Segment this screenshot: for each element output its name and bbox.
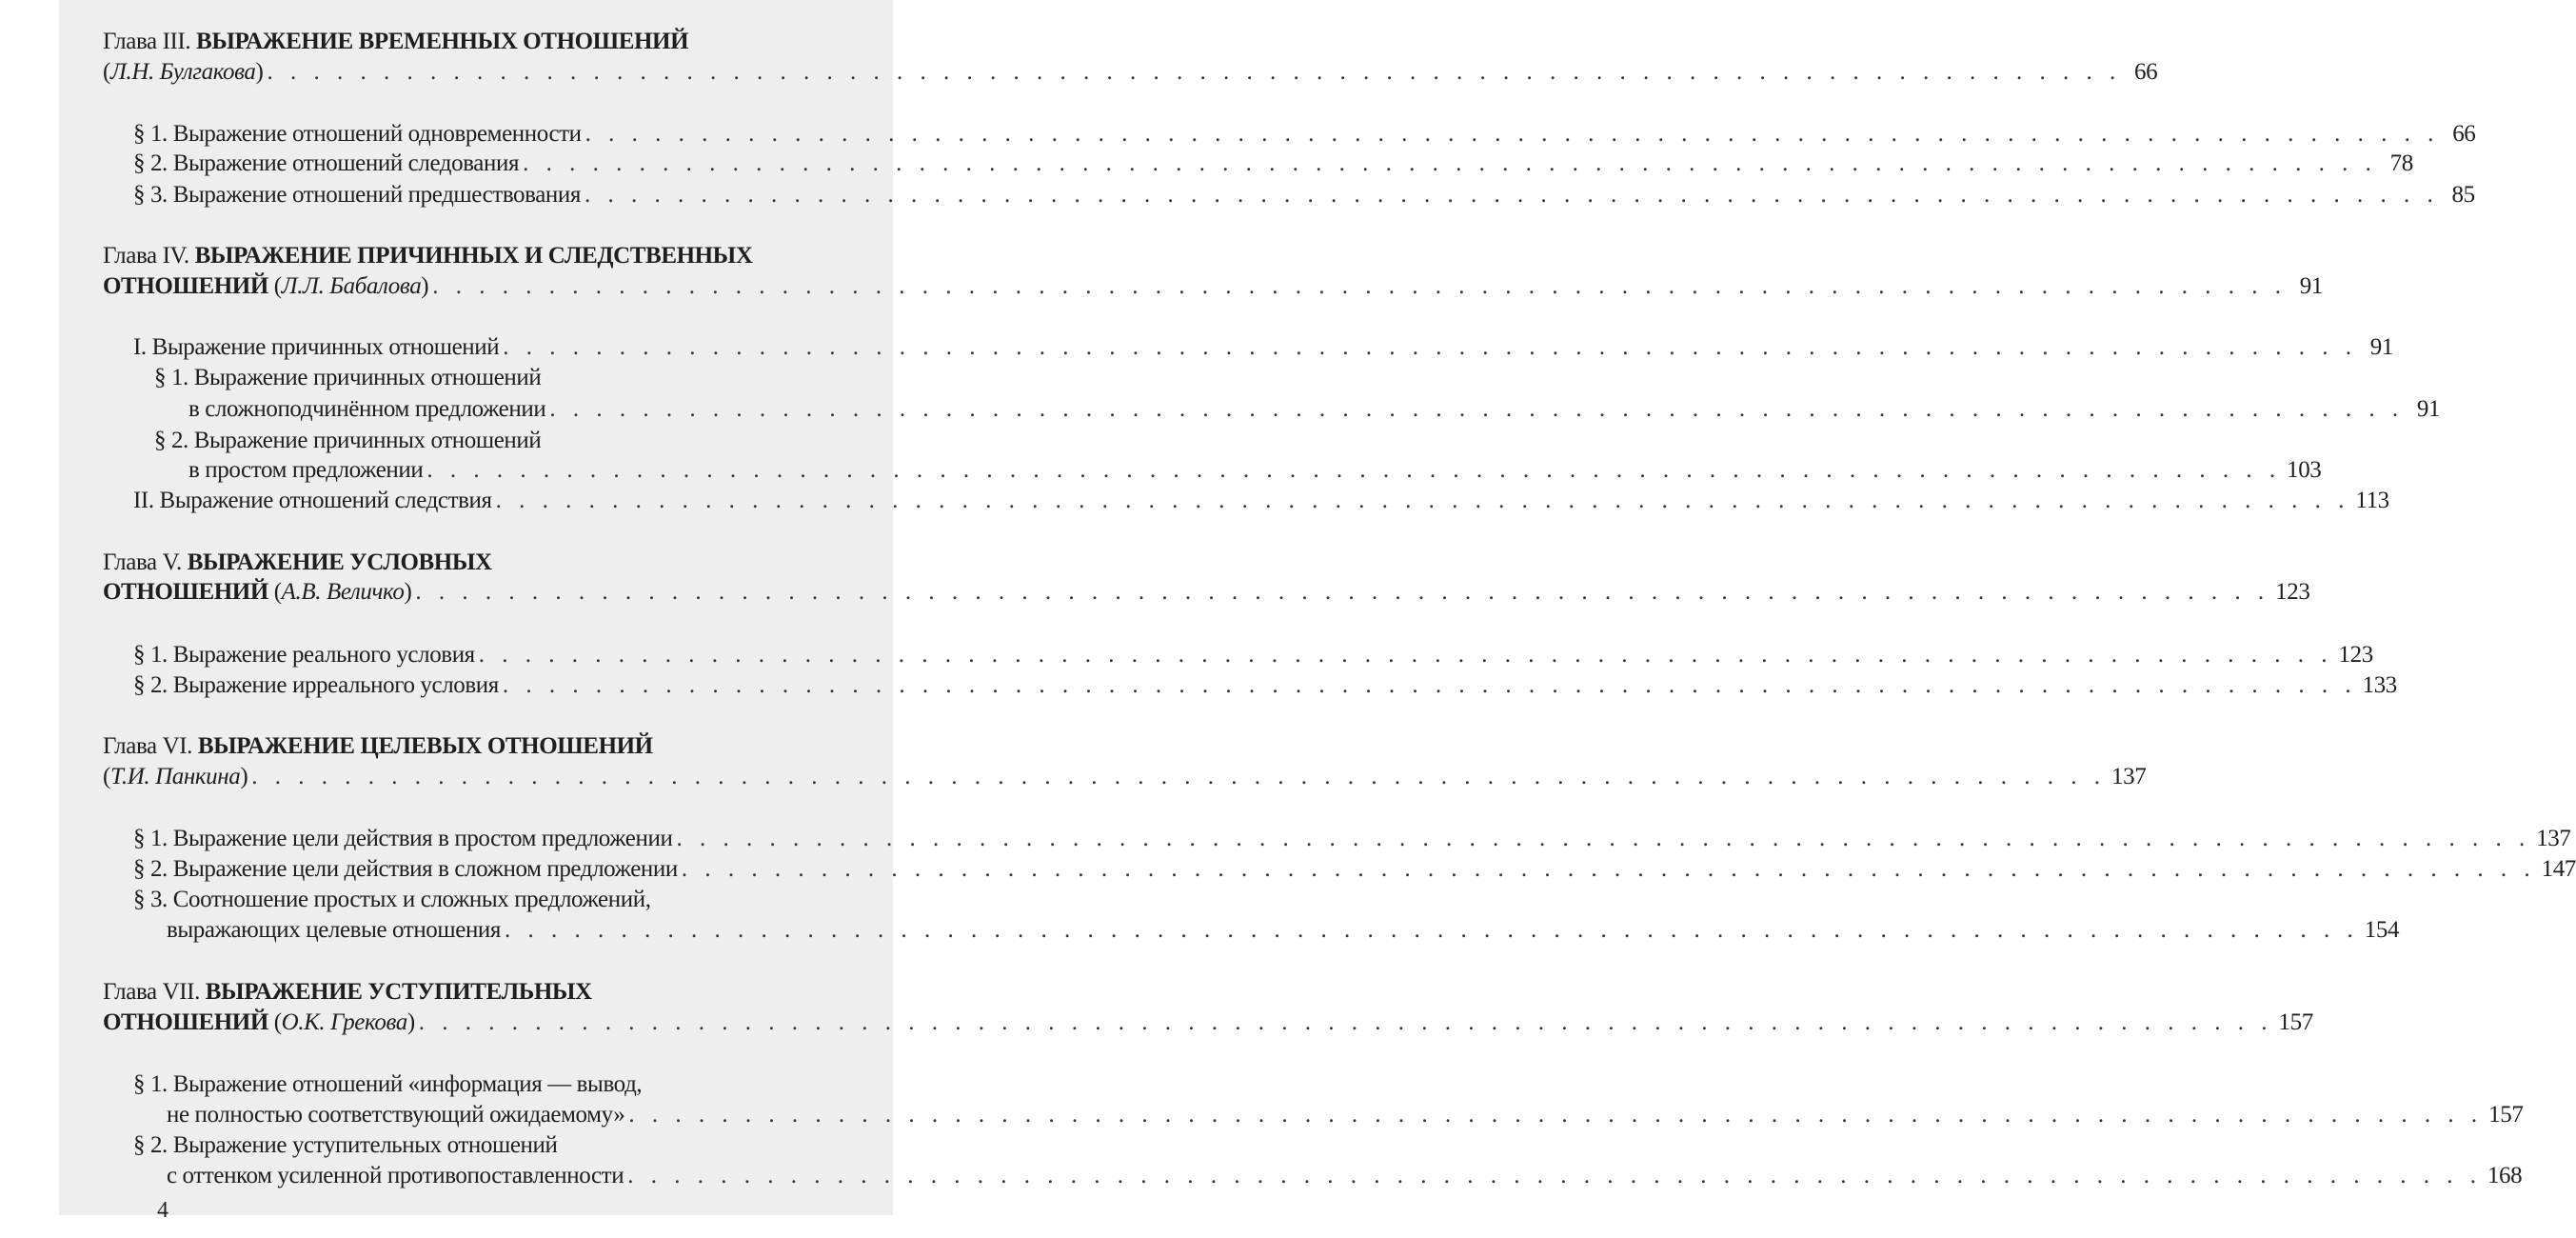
chapter-author: Л.Н. Булгакова: [109, 59, 256, 85]
toc-entry-text: [103, 1009, 415, 1036]
toc-entry[interactable]: [133, 334, 2393, 365]
toc-label: с оттенком усиленной противопоставленности: [167, 1163, 624, 1188]
toc-label: Глава V.: [103, 549, 188, 575]
toc-entry-text: [167, 1163, 624, 1189]
toc-entry[interactable]: [167, 1102, 2524, 1132]
toc-label: § 1. Выражение реального условия: [133, 642, 475, 668]
toc-entry-text: [167, 917, 501, 944]
toc-page-number: 91: [2299, 273, 2323, 299]
toc-entry[interactable]: [167, 1163, 2523, 1193]
toc-punct: (: [268, 1009, 282, 1035]
chapter-title: ВЫРАЖЕНИЕ ВРЕМЕННЫХ ОТНОШЕНИЙ: [196, 29, 689, 54]
toc-entry-line[interactable]: [154, 365, 541, 395]
leader-dots: . . . . . . . . . . . . . . . . . . . . . . . . . . . . . . . . . . . . . . . . . . . . . . . . . . . . . . . . . . . . . . . . . . . . . . . . . . . . . . . .: [495, 488, 2350, 513]
leader-dots: . . . . . . . . . . . . . . . . . . . . . . . . . . . . . . . . . . . . . . . . . . . . . . . . . . . . . . . . . . . . . . . . . . . . . . . . . . . . . . . .: [585, 182, 2439, 208]
toc-label: Глава VII.: [103, 979, 206, 1005]
toc-entry-line[interactable]: [133, 887, 651, 917]
toc-punct: (: [268, 579, 282, 605]
chapter-title: ОТНОШЕНИЙ: [103, 273, 268, 299]
chapter-title: ОТНОШЕНИЙ: [103, 579, 268, 605]
leader-dots: . . . . . . . . . . . . . . . . . . . . . . . . . . . . . . . . . . . . . . . . . . . . . . . . . . . . . . . . . . . . . . . . . . . . . . . . . . . . . . . .: [628, 1102, 2484, 1128]
toc-entry-text: [103, 549, 492, 576]
leader-dots: . . . . . . . . . . . . . . . . . . . . . . . . . . . . . . . . . . . . . . . . . . . . . . . . . . . . . . . . . . . . . . . . . . . . . . . . . . . . . . . .: [585, 121, 2440, 147]
leader-dots: . . . . . . . . . . . . . . . . . . . . . . . . . . . . . . . . . . . . . . . . . . . . . . . . . . . . . . . . . . . . . . . . . . . . . . . . . . . . . . . .: [627, 1163, 2482, 1188]
toc-entry-text: [133, 334, 499, 361]
toc-page-number: 133: [2362, 672, 2397, 698]
toc-entry-text: [103, 273, 428, 300]
toc-page-number: 113: [2355, 488, 2389, 513]
toc-entry-text: [103, 979, 592, 1006]
chapter-title: ВЫРАЖЕНИЕ УСТУПИТЕЛЬНЫХ: [205, 979, 592, 1005]
toc-entry[interactable]: [133, 826, 2571, 856]
chapter-author: А.В. Величко: [281, 579, 405, 605]
leader-dots: . . . . . . . . . . . . . . . . . . . . . . . . . . . . . . . . . . . . . . . . . . . . . . . . . . . . . . . . . . . . . . . . . . . . . . . . . . . . . . . .: [502, 672, 2357, 698]
toc-page-number: 147: [2541, 856, 2576, 882]
toc-label: (: [103, 764, 110, 789]
toc-page-number: 91: [2369, 334, 2393, 360]
toc-label: § 3. Выражение отношений предшествования: [133, 182, 581, 208]
toc-entry-text: [133, 856, 678, 883]
toc-entry-line[interactable]: [154, 428, 541, 458]
toc-label: II. Выражение отношений следствия: [133, 488, 492, 513]
toc-punct: ): [240, 764, 248, 789]
chapter-author: Т.И. Панкина: [109, 764, 241, 789]
leader-dots: . . . . . . . . . . . . . . . . . . . . . . . . . . . . . . . . . . . . . . . . . . . . . . . . . . . . . . . . . . . . . . . . . . . . . . . . . . . . . . . .: [251, 764, 2107, 789]
toc-entry-text: [188, 457, 423, 484]
toc-entry[interactable]: [133, 856, 2576, 887]
toc-punct: (: [268, 273, 282, 299]
toc-page-number: 66: [2134, 59, 2158, 85]
toc-label: Глава IV.: [103, 243, 195, 269]
toc-entry-text: [103, 579, 411, 606]
toc-label: § 2. Выражение причинных отношений: [154, 428, 542, 453]
toc-page-number: 91: [2416, 396, 2441, 422]
toc-entry-text: [103, 59, 263, 86]
book-page: [59, 0, 2576, 1223]
toc-entry-text: [188, 396, 545, 423]
toc-entry[interactable]: [103, 1009, 2313, 1040]
toc-label: § 2. Выражение уступительных отношений: [133, 1132, 558, 1158]
toc-entry[interactable]: [188, 396, 2441, 427]
toc-punct: ): [255, 59, 264, 85]
toc-entry-text: [167, 1102, 624, 1128]
toc-entry-text: [103, 733, 653, 760]
toc-label: § 3. Соотношение простых и сложных предложений,: [133, 887, 651, 912]
toc-page-number: 123: [2275, 579, 2310, 605]
leader-dots: . . . . . . . . . . . . . . . . . . . . . . . . . . . . . . . . . . . . . . . . . . . . . . . . . . . . . . . . . . . . . . . . . . . . . . . . . . . . . . . .: [676, 826, 2531, 851]
toc-entry-text: [133, 642, 475, 669]
leader-dots: . . . . . . . . . . . . . . . . . . . . . . . . . . . . . . . . . . . . . . . . . . . . . . . . . . . . . . . . . . . . . . . . . . . . . . . . . . . . . . . .: [503, 334, 2357, 360]
chapter-title: ОТНОШЕНИЙ: [103, 1009, 268, 1035]
chapter-author: О.К. Грекова: [281, 1009, 407, 1035]
toc-label: выражающих целевые отношения: [167, 917, 501, 943]
toc-label: в простом предложении: [188, 457, 424, 483]
toc-label: в сложноподчинённом предложении: [188, 396, 546, 422]
toc-label: § 2. Выражение цели действия в сложном предложении: [133, 856, 678, 882]
leader-dots: . . . . . . . . . . . . . . . . . . . . . . . . . . . . . . . . . . . . . . . . . . . . . . . . . . . . . . . . . . . . . . . . . . . . . . . . . . . . . . . .: [418, 1009, 2273, 1035]
toc-entry[interactable]: [133, 121, 2476, 151]
toc-entry-line[interactable]: [103, 243, 753, 273]
toc-entry[interactable]: [188, 457, 2322, 488]
toc-label: Глава VI.: [103, 733, 198, 759]
toc-entry-text: [133, 121, 582, 148]
toc-label: § 2. Выражение ирреального условия: [133, 672, 499, 698]
chapter-author: Л.Л. Бабалова: [281, 273, 422, 299]
toc-entry-text: [133, 182, 581, 209]
toc-entry[interactable]: [103, 764, 2147, 794]
toc-page-number: 137: [2536, 826, 2571, 851]
toc-entry-line[interactable]: [103, 29, 688, 59]
toc-entry-line[interactable]: [103, 549, 492, 580]
toc-entry-text: [133, 1071, 642, 1098]
toc-entry-text: [133, 150, 519, 177]
toc-entry-line[interactable]: [133, 1132, 558, 1163]
toc-entry-text: [133, 826, 672, 852]
toc-page-number: 78: [2389, 150, 2413, 176]
toc-entry[interactable]: [167, 917, 2400, 948]
toc-page-number: 157: [2278, 1009, 2313, 1035]
toc-page-number: 85: [2451, 182, 2475, 208]
chapter-title: ВЫРАЖЕНИЕ УСЛОВНЫХ: [187, 549, 492, 575]
toc-entry[interactable]: [133, 150, 2413, 181]
chapter-title: ВЫРАЖЕНИЕ ЦЕЛЕВЫХ ОТНОШЕНИЙ: [197, 733, 653, 759]
toc-entry-text: [133, 488, 492, 514]
leader-dots: . . . . . . . . . . . . . . . . . . . . . . . . . . . . . . . . . . . . . . . . . . . . . . . . . . . . . . . . . . . . . . . . . . . . . . . . . . . . . . . .: [267, 59, 2122, 85]
leader-dots: . . . . . . . . . . . . . . . . . . . . . . . . . . . . . . . . . . . . . . . . . . . . . . . . . . . . . . . . . . . . . . . . . . . . . . . . . . . . . . . .: [681, 856, 2536, 882]
toc-punct: ): [404, 579, 412, 605]
toc-page-number: 168: [2487, 1163, 2523, 1188]
toc-entry-text: [103, 243, 753, 270]
toc-page-number: 154: [2364, 917, 2400, 943]
toc-entry-text: [103, 29, 688, 55]
toc-page-number: 137: [2111, 764, 2147, 789]
toc-entry-text: [133, 672, 499, 699]
toc-entry[interactable]: [133, 182, 2475, 212]
toc-page-number: 157: [2488, 1102, 2524, 1128]
leader-dots: . . . . . . . . . . . . . . . . . . . . . . . . . . . . . . . . . . . . . . . . . . . . . . . . . . . . . . . . . . . . . . . . . . . . . . . . . . . . . . . .: [432, 273, 2287, 299]
toc-label: § 1. Выражение отношений «информация — вывод,: [133, 1071, 643, 1097]
toc-punct: ): [421, 273, 429, 299]
toc-label: § 1. Выражение причинных отношений: [154, 365, 542, 390]
toc-entry[interactable]: [133, 488, 2389, 518]
toc-entry-text: [154, 428, 541, 454]
toc-label: § 1. Выражение цели действия в простом предложении: [133, 826, 673, 851]
toc-label: Глава III.: [103, 29, 197, 54]
toc-entry-text: [133, 1132, 558, 1159]
leader-dots: . . . . . . . . . . . . . . . . . . . . . . . . . . . . . . . . . . . . . . . . . . . . . . . . . . . . . . . . . . . . . . . . . . . . . . . . . . . . . . . .: [415, 579, 2270, 605]
toc-page-number: 123: [2338, 642, 2373, 668]
toc-entry-line[interactable]: [103, 733, 653, 764]
toc-label: § 2. Выражение отношений следования: [133, 150, 520, 176]
toc-label: (: [103, 59, 110, 85]
toc-entry[interactable]: [103, 59, 2158, 90]
leader-dots: . . . . . . . . . . . . . . . . . . . . . . . . . . . . . . . . . . . . . . . . . . . . . . . . . . . . . . . . . . . . . . . . . . . . . . . . . . . . . . . .: [505, 917, 2359, 943]
toc-page-number: 66: [2452, 121, 2476, 147]
leader-dots: . . . . . . . . . . . . . . . . . . . . . . . . . . . . . . . . . . . . . . . . . . . . . . . . . . . . . . . . . . . . . . . . . . . . . . . . . . . . . . . .: [478, 642, 2333, 668]
toc-page-number: 103: [2287, 457, 2322, 483]
page-number: 4: [157, 1198, 168, 1223]
toc-entry-text: [154, 365, 541, 391]
toc-entry[interactable]: [103, 273, 2323, 304]
toc-entry-text: [103, 764, 248, 790]
toc-label: § 1. Выражение отношений одновременности: [133, 121, 582, 147]
toc-label: I. Выражение причинных отношений: [133, 334, 500, 360]
toc-entry-line[interactable]: [133, 1071, 642, 1102]
toc-entry-line[interactable]: [103, 979, 592, 1009]
toc-punct: ): [406, 1009, 415, 1035]
leader-dots: . . . . . . . . . . . . . . . . . . . . . . . . . . . . . . . . . . . . . . . . . . . . . . . . . . . . . . . . . . . . . . . . . . . . . . . . . . . . . . . .: [549, 396, 2405, 422]
toc-entry[interactable]: [133, 642, 2373, 672]
toc-entry-text: [133, 887, 651, 913]
toc-entry[interactable]: [133, 672, 2397, 703]
toc-entry[interactable]: [103, 579, 2310, 609]
leader-dots: . . . . . . . . . . . . . . . . . . . . . . . . . . . . . . . . . . . . . . . . . . . . . . . . . . . . . . . . . . . . . . . . . . . . . . . . . . . . . . . .: [426, 457, 2282, 483]
toc-label: не полностью соответствующий ожидаемому»: [167, 1102, 625, 1128]
chapter-title: ВЫРАЖЕНИЕ ПРИЧИННЫХ И СЛЕДСТВЕННЫХ: [194, 243, 753, 269]
leader-dots: . . . . . . . . . . . . . . . . . . . . . . . . . . . . . . . . . . . . . . . . . . . . . . . . . . . . . . . . . . . . . . . . . . . . . . . . . . . . . . . .: [523, 150, 2377, 176]
